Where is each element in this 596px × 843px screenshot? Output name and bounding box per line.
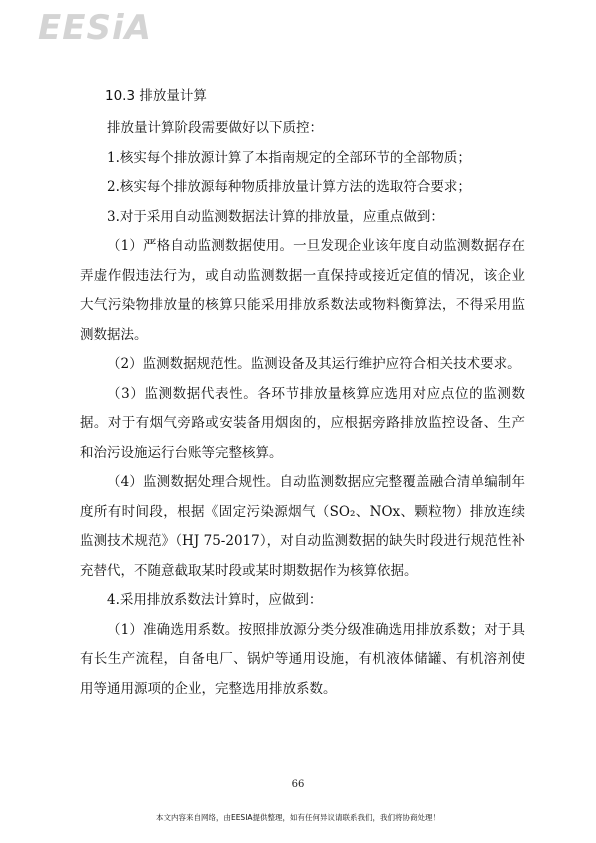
- paragraph-item-4-1: （1）准确选用系数。按照排放源分类分级准确选用排放系数；对于具有长生产流程，自备电厂、锅炉等通用设施，有机液体储罐、有机溶剂使用等通用源项的企业，完整选用排放系数。: [80, 621, 525, 697]
- paragraph-item-3-1: （1）严格自动监测数据使用。一旦发现企业该年度自动监测数据存在弄虚作假违法行为，或自动监测数据一直保持或接近定值的情况，该企业大气污染物排放量的核算只能采用排放系数法或物料衡算法，不得采用监测数据法。: [80, 238, 525, 343]
- paragraph-item-3-2: （2）监测数据规范性。监测设备及其运行维护应符合相关技术要求。: [107, 356, 521, 372]
- document-body: [80, 84, 525, 704]
- paragraph-item-1: 1.核实每个排放源计算了本指南规定的全部环节的全部物质；: [107, 149, 471, 166]
- paragraph-item-2: 2.核实每个排放源每种物质排放量计算方法的选取符合要求；: [107, 179, 471, 195]
- paragraph-item-3-4: （4）监测数据处理合规性。自动监测数据应完整覆盖融合清单编制年度所有时间段，根据《固定污染源烟气（SO₂、NOx、颗粒物）排放连续监测技术规范》（HJ 75-2017），对自动监测数据的缺失时段进行规范性补充替代，不随意截取某时段或某时期数据作为核算依据。: [80, 474, 525, 579]
- paragraph-item-3-3: （3）监测数据代表性。各环节排放量核算应选用对应点位的监测数据。对于有烟气旁路或安装备用烟囱的，应根据旁路排放监控设备、生产和治污设施运行台账等完整核算。: [80, 385, 525, 461]
- section-heading: 10.3 排放量计算: [105, 88, 207, 104]
- eesia-logo: EESiA: [38, 8, 152, 48]
- paragraph-intro: 排放量计算阶段需要做好以下质控：: [107, 120, 323, 136]
- paragraph-item-3: 3.对于采用自动监测数据法计算的排放量，应重点做到：: [107, 208, 444, 225]
- paragraph-item-4: 4.采用排放系数法计算时，应做到：: [107, 592, 323, 608]
- footer-disclaimer: 本文内容来自网络，由EESIA提供整理，如有任何异议请联系我们，我们将协商处理！: [155, 813, 441, 822]
- page-number: 66: [291, 779, 305, 790]
